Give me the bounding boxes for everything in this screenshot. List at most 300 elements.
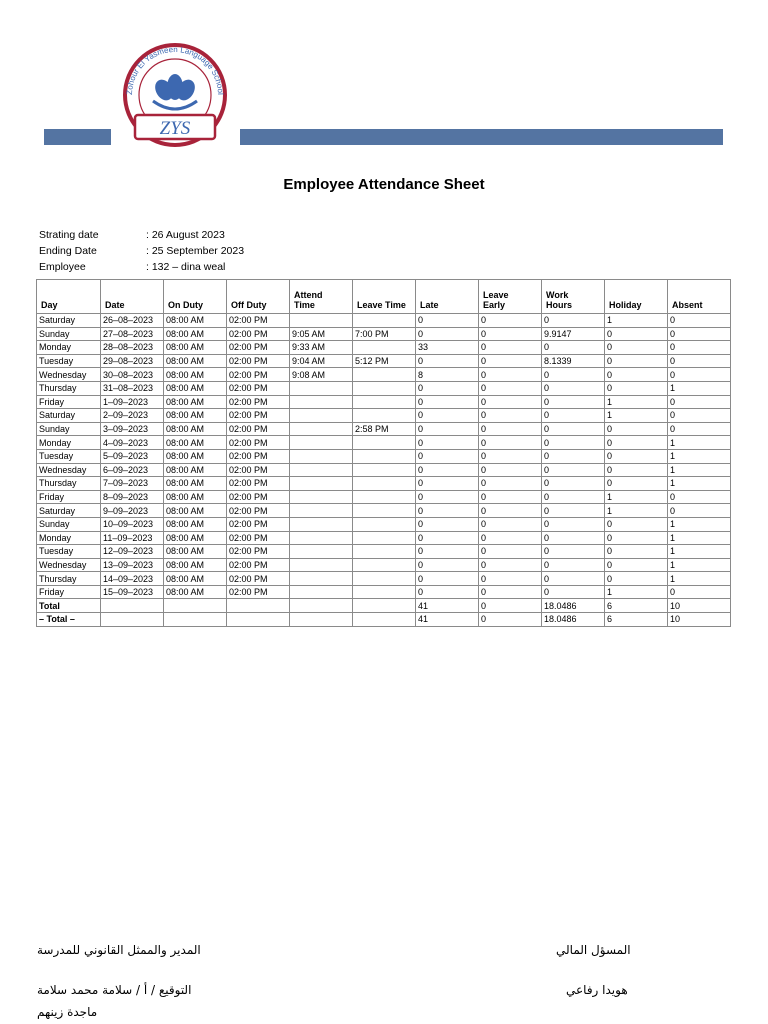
table-cell: 08:00 AM [164,395,227,409]
column-header: Late [416,280,479,314]
table-cell: 0 [416,409,479,423]
table-cell: 1 [668,531,731,545]
table-cell [290,422,353,436]
table-cell: Tuesday [37,449,101,463]
table-cell: 0 [605,517,668,531]
table-cell: 0 [479,531,542,545]
table-cell [290,449,353,463]
table-cell [353,314,416,328]
table-row [37,341,731,355]
table-cell: 02:00 PM [227,572,290,586]
table-cell: 0 [668,314,731,328]
table-cell: 9:08 AM [290,368,353,382]
table-cell: 0 [605,463,668,477]
table-cell: 0 [605,572,668,586]
table-cell: 0 [416,463,479,477]
column-header: Leave Early [479,280,542,314]
table-cell: Sunday [37,327,101,341]
column-header: Leave Time [353,280,416,314]
table-cell: 08:00 AM [164,558,227,572]
table-cell [353,409,416,423]
total-row [37,599,731,613]
table-cell: 14–09–2023 [101,572,164,586]
table-cell: 1 [605,585,668,599]
table-cell: 0 [416,354,479,368]
header-band-left [44,129,111,145]
table-cell: Wednesday [37,368,101,382]
table-cell: 0 [605,558,668,572]
table-cell: 0 [605,477,668,491]
table-cell: 0 [542,517,605,531]
table-cell: 0 [668,422,731,436]
meta-start-date [39,229,225,241]
table-header-row [37,280,731,314]
table-cell: 02:00 PM [227,504,290,518]
table-cell [353,490,416,504]
table-cell [290,381,353,395]
table-cell: 1 [668,572,731,586]
table-cell: 0 [542,504,605,518]
table-cell: 0 [479,490,542,504]
table-cell: 0 [479,381,542,395]
table-cell: 08:00 AM [164,409,227,423]
table-cell: 0 [479,545,542,559]
table-cell [290,531,353,545]
table-cell: 08:00 AM [164,422,227,436]
column-header: On Duty [164,280,227,314]
total-cell: 41 [416,599,479,613]
table-cell: 02:00 PM [227,381,290,395]
table-row [37,585,731,599]
table-cell: 0 [605,545,668,559]
table-cell: 8–09–2023 [101,490,164,504]
table-cell [353,477,416,491]
table-cell: 0 [542,395,605,409]
column-header: Attend Time [290,280,353,314]
table-row [37,504,731,518]
table-cell: 7:00 PM [353,327,416,341]
total-cell [164,599,227,613]
table-cell: 02:00 PM [227,327,290,341]
table-row [37,314,731,328]
table-cell [353,517,416,531]
total-cell: 0 [479,599,542,613]
table-cell: 0 [416,422,479,436]
table-cell: Wednesday [37,463,101,477]
table-cell: 9:05 AM [290,327,353,341]
table-cell: 1 [668,517,731,531]
meta-value: : 132 – dina weal [146,261,226,273]
table-cell: 1 [605,504,668,518]
table-cell: 0 [416,436,479,450]
table-cell: 0 [416,314,479,328]
table-cell: 30–08–2023 [101,368,164,382]
table-cell: 0 [479,354,542,368]
table-cell: 0 [479,572,542,586]
table-cell: 02:00 PM [227,422,290,436]
table-cell: Friday [37,490,101,504]
table-cell: 0 [605,341,668,355]
table-row [37,545,731,559]
table-cell: 0 [479,449,542,463]
table-cell: 2–09–2023 [101,409,164,423]
table-cell: 02:00 PM [227,463,290,477]
table-cell: 9.9147 [542,327,605,341]
table-cell: 0 [542,490,605,504]
table-row [37,422,731,436]
table-cell: 0 [479,477,542,491]
director-signature: التوقيع / أ / سلامة محمد سلامة [37,983,192,997]
column-header: Holiday [605,280,668,314]
total-cell [164,613,227,627]
table-cell: Sunday [37,517,101,531]
table-row [37,449,731,463]
table-cell [290,517,353,531]
table-cell: 1 [668,463,731,477]
table-cell: 08:00 AM [164,449,227,463]
table-cell [353,504,416,518]
table-cell: 02:00 PM [227,545,290,559]
table-cell: Monday [37,436,101,450]
column-header: Work Hours [542,280,605,314]
director-title: المدير والممثل القانوني للمدرسة [37,943,201,957]
total-cell: – Total – [37,613,101,627]
table-cell: 02:00 PM [227,436,290,450]
table-cell: Wednesday [37,558,101,572]
meta-employee [39,261,225,273]
total-cell: 41 [416,613,479,627]
table-row [37,327,731,341]
table-row [37,368,731,382]
table-cell: 9:04 AM [290,354,353,368]
total-cell [101,599,164,613]
table-cell: 0 [542,463,605,477]
table-cell: 7–09–2023 [101,477,164,491]
table-cell: 0 [542,558,605,572]
table-cell [353,585,416,599]
table-cell: 02:00 PM [227,409,290,423]
table-cell [353,558,416,572]
table-cell: 08:00 AM [164,531,227,545]
table-cell: 08:00 AM [164,327,227,341]
table-cell: 02:00 PM [227,531,290,545]
total-cell: 10 [668,613,731,627]
table-cell: Thursday [37,572,101,586]
table-cell: 3–09–2023 [101,422,164,436]
table-cell: 0 [479,409,542,423]
table-cell: 15–09–2023 [101,585,164,599]
table-cell: 1 [668,477,731,491]
table-cell: 0 [479,422,542,436]
table-cell: 1 [605,314,668,328]
table-cell: 1 [605,490,668,504]
table-cell: 08:00 AM [164,436,227,450]
table-cell: Sunday [37,422,101,436]
meta-value: : 26 August 2023 [146,229,225,241]
table-cell [353,368,416,382]
table-row [37,409,731,423]
table-cell: 1 [668,449,731,463]
table-cell: 0 [479,585,542,599]
table-cell [290,585,353,599]
table-cell: 0 [416,449,479,463]
table-cell: 13–09–2023 [101,558,164,572]
table-cell: 0 [479,436,542,450]
table-cell: 08:00 AM [164,477,227,491]
table-cell: 0 [605,436,668,450]
table-cell: 0 [542,572,605,586]
table-cell: 6–09–2023 [101,463,164,477]
table-cell: 0 [416,477,479,491]
table-cell: 26–08–2023 [101,314,164,328]
table-cell [290,504,353,518]
table-cell: 0 [416,545,479,559]
table-cell [290,395,353,409]
table-cell: 0 [542,436,605,450]
table-cell: 0 [668,409,731,423]
total-cell [227,613,290,627]
total-cell: 6 [605,613,668,627]
total-cell: Total [37,599,101,613]
column-header: Absent [668,280,731,314]
table-cell: 08:00 AM [164,368,227,382]
table-cell: 1 [605,395,668,409]
column-header: Date [101,280,164,314]
table-cell: Saturday [37,314,101,328]
table-cell: Tuesday [37,354,101,368]
table-cell: Thursday [37,381,101,395]
table-cell: 0 [605,381,668,395]
table-row [37,477,731,491]
table-cell [290,490,353,504]
table-cell: 0 [479,327,542,341]
meta-label: Strating date [39,229,99,241]
table-cell: 0 [479,368,542,382]
table-cell: 0 [668,368,731,382]
table-cell: 02:00 PM [227,341,290,355]
table-cell: 0 [668,354,731,368]
table-cell [290,463,353,477]
table-cell [290,314,353,328]
table-cell: 0 [605,368,668,382]
table-cell: 0 [479,314,542,328]
table-cell: 08:00 AM [164,381,227,395]
table-row [37,436,731,450]
table-cell: 0 [479,463,542,477]
page-title: Employee Attendance Sheet [283,176,485,193]
total-row [37,613,731,627]
table-row [37,572,731,586]
table-cell: 02:00 PM [227,585,290,599]
table-cell: 0 [668,327,731,341]
table-cell: 4–09–2023 [101,436,164,450]
meta-value: : 25 September 2023 [146,245,245,257]
table-cell: Saturday [37,409,101,423]
table-cell: 10–09–2023 [101,517,164,531]
table-cell: 08:00 AM [164,463,227,477]
table-cell [353,341,416,355]
table-cell [353,531,416,545]
table-cell: 0 [668,341,731,355]
meta-label: Employee [39,261,86,273]
table-cell: 31–08–2023 [101,381,164,395]
column-header: Day [37,280,101,314]
table-cell [353,572,416,586]
table-cell: 1 [668,545,731,559]
finance-title: المسؤل المالي [556,943,631,957]
table-cell: 0 [605,449,668,463]
table-cell: 02:00 PM [227,368,290,382]
table-cell [290,572,353,586]
table-cell: Tuesday [37,545,101,559]
table-cell: 5–09–2023 [101,449,164,463]
table-cell: 08:00 AM [164,572,227,586]
table-cell: Friday [37,585,101,599]
table-cell [290,409,353,423]
total-cell: 18.0486 [542,599,605,613]
attendance-table [36,279,731,627]
table-cell: 0 [479,504,542,518]
table-cell: 11–09–2023 [101,531,164,545]
table-cell: 0 [542,531,605,545]
logo-ring-text: Zohour El Yasmeen Language School [124,44,226,96]
table-cell: 9–09–2023 [101,504,164,518]
table-cell: 29–08–2023 [101,354,164,368]
table-cell: 0 [416,517,479,531]
total-cell: 18.0486 [542,613,605,627]
total-cell [101,613,164,627]
table-cell [353,436,416,450]
table-cell: 0 [416,572,479,586]
table-cell: 1 [668,381,731,395]
table-cell: 1–09–2023 [101,395,164,409]
table-cell: 0 [416,395,479,409]
table-cell [290,436,353,450]
table-row [37,531,731,545]
table-cell: 0 [668,585,731,599]
table-cell: 0 [668,490,731,504]
table-cell: 0 [605,327,668,341]
table-cell: 0 [416,381,479,395]
table-row [37,463,731,477]
logo-monogram: ZYS [159,118,191,139]
table-cell: 0 [479,395,542,409]
total-cell: 10 [668,599,731,613]
table-cell: 02:00 PM [227,490,290,504]
table-row [37,517,731,531]
header-band-right [240,129,723,145]
table-cell: 08:00 AM [164,504,227,518]
finance-name: هويدا رفاعي [566,983,628,997]
total-cell [353,599,416,613]
table-cell: 0 [416,558,479,572]
table-cell: 08:00 AM [164,314,227,328]
table-cell: Thursday [37,477,101,491]
table-cell [290,545,353,559]
table-cell: 08:00 AM [164,545,227,559]
table-cell [290,477,353,491]
table-cell: 1 [605,409,668,423]
table-cell [353,381,416,395]
table-cell: 0 [542,477,605,491]
table-cell: 0 [542,545,605,559]
table-cell: 0 [479,517,542,531]
table-cell: 02:00 PM [227,477,290,491]
table-cell: 5:12 PM [353,354,416,368]
table-row [37,395,731,409]
table-cell: 08:00 AM [164,341,227,355]
table-cell: 02:00 PM [227,314,290,328]
table-cell: 0 [605,422,668,436]
table-cell: 08:00 AM [164,517,227,531]
table-cell [353,545,416,559]
table-cell: 33 [416,341,479,355]
table-cell: 02:00 PM [227,558,290,572]
table-cell: 0 [542,314,605,328]
meta-label: Ending Date [39,245,97,257]
table-row [37,490,731,504]
table-cell [290,558,353,572]
table-cell: 0 [542,585,605,599]
column-header: Off Duty [227,280,290,314]
school-logo [115,43,235,155]
total-cell [290,613,353,627]
table-cell: 8 [416,368,479,382]
table-cell: 0 [479,341,542,355]
table-cell: 0 [542,422,605,436]
table-cell: Friday [37,395,101,409]
table-cell: 0 [542,381,605,395]
table-cell: 08:00 AM [164,354,227,368]
table-cell: Saturday [37,504,101,518]
table-cell: Monday [37,341,101,355]
table-cell: 0 [416,585,479,599]
table-row [37,381,731,395]
table-cell: 02:00 PM [227,354,290,368]
table-cell: 0 [668,504,731,518]
table-cell: 0 [542,368,605,382]
table-cell: 0 [668,395,731,409]
table-cell [353,395,416,409]
table-cell: 0 [605,531,668,545]
table-cell: 08:00 AM [164,585,227,599]
table-cell: 02:00 PM [227,449,290,463]
table-cell: 08:00 AM [164,490,227,504]
table-cell: 27–08–2023 [101,327,164,341]
table-cell: 1 [668,558,731,572]
table-cell: 0 [479,558,542,572]
table-cell: 9:33 AM [290,341,353,355]
table-cell: 02:00 PM [227,395,290,409]
table-body [37,314,731,627]
table-cell: 28–08–2023 [101,341,164,355]
total-cell: 6 [605,599,668,613]
table-cell: 0 [416,504,479,518]
table-cell: Monday [37,531,101,545]
table-cell: 02:00 PM [227,517,290,531]
meta-end-date [39,245,244,257]
table-cell: 0 [416,327,479,341]
table-cell: 0 [605,354,668,368]
total-cell [227,599,290,613]
table-cell: 8.1339 [542,354,605,368]
total-cell: 0 [479,613,542,627]
director-name: ماجدة زينهم [37,1005,98,1019]
table-cell: 12–09–2023 [101,545,164,559]
total-cell [353,613,416,627]
table-cell: 0 [416,490,479,504]
table-cell: 1 [668,436,731,450]
